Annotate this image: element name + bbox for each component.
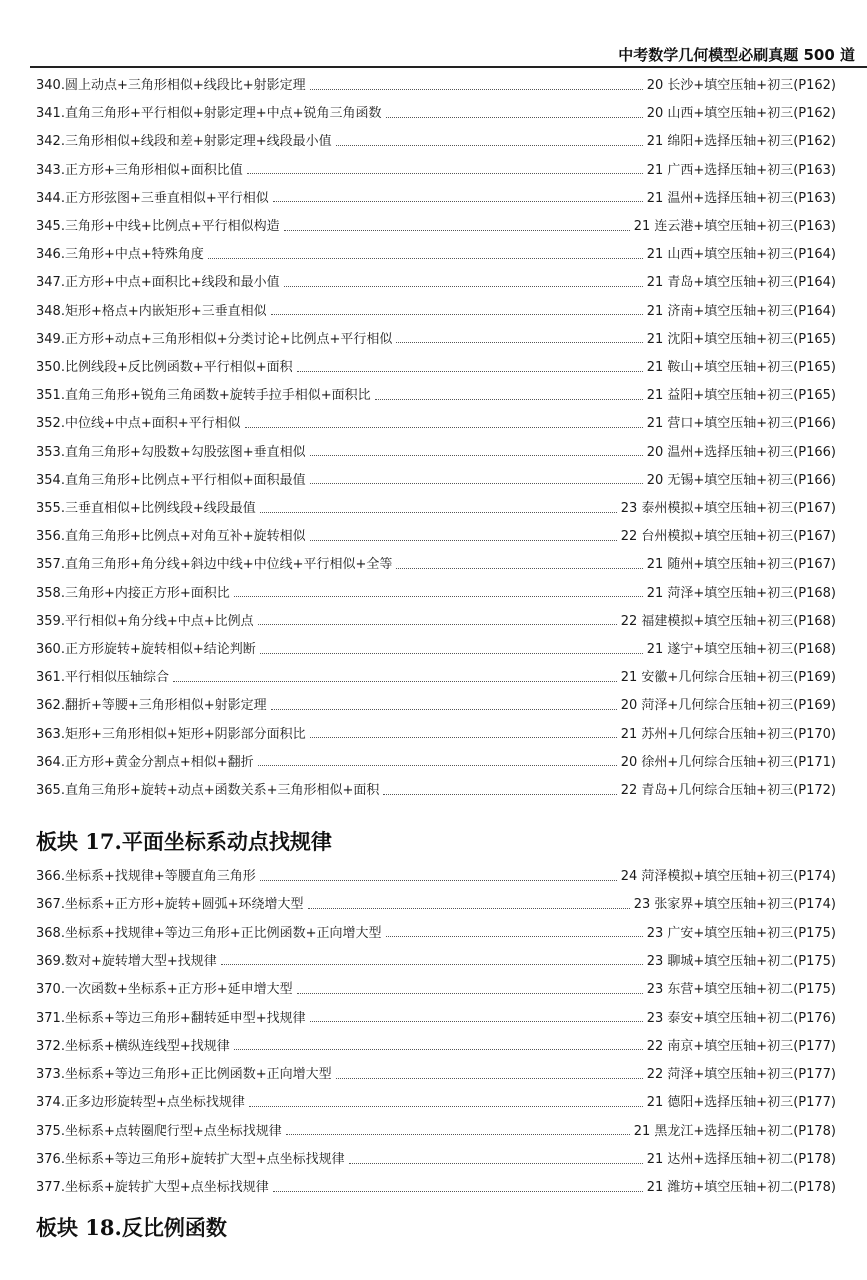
dot-leader: [310, 1021, 643, 1022]
toc-entry-title: 349.正方形+动点+三角形相似+分类讨论+比例点+平行相似: [36, 331, 393, 347]
toc-entry-title: 355.三垂直相似+比例线段+线段最值: [36, 501, 256, 516]
toc-entry-title: 343.正方形+三角形相似+面积比值: [36, 162, 243, 178]
toc-entry-title: 375.坐标系+点转圈爬行型+点坐标找规律: [36, 1123, 282, 1139]
header-rule: [30, 66, 867, 68]
toc-row: [36, 75, 836, 97]
dot-leader: [245, 427, 643, 428]
toc-entry-title: 361.平行相似压轴综合: [36, 670, 169, 686]
toc-row: [36, 780, 836, 802]
dot-leader: [249, 1106, 643, 1107]
toc-row: [36, 1036, 836, 1058]
toc-row: [36, 695, 836, 717]
toc-entry-title: 366.坐标系+找规律+等腰直角三角形: [36, 869, 256, 884]
toc-entry-title: 376.坐标系+等边三角形+旋转扩大型+点坐标找规律: [36, 1152, 345, 1167]
toc-row: [36, 526, 836, 548]
dot-leader: [221, 964, 643, 965]
toc-entry-ref: 21 潍坊+填空压轴+初二(P178): [646, 1180, 836, 1196]
toc-row: [36, 1149, 836, 1171]
toc-row: [36, 667, 836, 689]
toc-entry-ref: 21 随州+填空压轴+初三(P167): [646, 557, 836, 573]
dot-leader: [247, 173, 643, 174]
dot-leader: [258, 624, 617, 625]
toc-entry-title: 356.直角三角形+比例点+对角互补+旋转相似: [36, 529, 306, 545]
toc-entry-title: 340.圆上动点+三角形相似+线段比+射影定理: [36, 78, 306, 93]
toc-row: [36, 1092, 836, 1114]
section-heading-17: 板块 17.平面坐标系动点找规律: [36, 829, 332, 854]
toc-entry-ref: 22 青岛+几何综合压轴+初三(P172): [620, 783, 836, 798]
toc-entry-ref: 21 达州+选择压轴+初二(P178): [646, 1152, 836, 1167]
toc-entry-ref: 21 温州+选择压轴+初三(P163): [646, 190, 836, 206]
toc-row: [36, 329, 836, 351]
toc-row: [36, 385, 836, 407]
toc-entry-ref: 22 菏泽+填空压轴+初三(P177): [646, 1067, 836, 1083]
toc-entry-title: 341.直角三角形+平行相似+射影定理+中点+锐角三角函数: [36, 106, 382, 122]
toc-entry-ref: 20 菏泽+几何综合压轴+初三(P169): [620, 698, 836, 714]
toc-entry-ref: 21 广西+选择压轴+初三(P163): [646, 162, 836, 178]
toc-entry-ref: 21 菏泽+填空压轴+初三(P168): [646, 585, 836, 601]
toc-entry-title: 346.三角形+中点+特殊角度: [36, 247, 204, 263]
toc-row: [36, 979, 836, 1001]
toc-row: [36, 894, 836, 916]
toc-row: [36, 724, 836, 746]
toc-entry-ref: 21 济南+填空压轴+初三(P164): [646, 303, 836, 319]
toc-entry-title: 352.中位线+中点+面积+平行相似: [36, 416, 241, 432]
dot-leader: [173, 681, 617, 682]
toc-entry-ref: 21 绵阳+选择压轴+初三(P162): [646, 134, 836, 150]
toc-entry-title: 369.数对+旋转增大型+找规律: [36, 953, 217, 969]
toc-entry-title: 347.正方形+中点+面积比+线段和最小值: [36, 275, 280, 291]
toc-row: [36, 188, 836, 210]
toc-row: [36, 272, 836, 294]
dot-leader: [286, 1134, 630, 1135]
toc-entry-title: 360.正方形旋转+旋转相似+结论判断: [36, 642, 256, 657]
dot-leader: [386, 936, 643, 937]
toc-row: [36, 1064, 836, 1086]
dot-leader: [260, 653, 643, 654]
toc-entry-title: 371.坐标系+等边三角形+翻转延申型+找规律: [36, 1010, 306, 1026]
dot-leader: [396, 568, 642, 569]
toc-row: [36, 301, 836, 323]
toc-entry-title: 367.坐标系+正方形+旋转+圆弧+环绕增大型: [36, 897, 304, 913]
toc-entry-ref: 23 聊城+填空压轴+初二(P175): [646, 953, 836, 969]
toc-entry-title: 364.正方形+黄金分割点+相似+翻折: [36, 754, 254, 770]
toc-entry-ref: 23 泰州模拟+填空压轴+初三(P167): [620, 501, 836, 516]
dot-leader: [234, 1049, 643, 1050]
toc-entry-ref: 21 青岛+填空压轴+初三(P164): [646, 275, 836, 291]
toc-row: [36, 583, 836, 605]
toc-entry-ref: 20 温州+选择压轴+初三(P166): [646, 444, 836, 460]
dot-leader: [258, 765, 617, 766]
toc-entry-ref: 21 遂宁+填空压轴+初三(P168): [646, 642, 836, 657]
dot-leader: [234, 596, 643, 597]
toc-row: [36, 103, 836, 125]
toc-entry-ref: 21 安徽+几何综合压轴+初三(P169): [620, 670, 836, 686]
dot-leader: [310, 540, 617, 541]
toc-entry-title: 365.直角三角形+旋转+动点+函数关系+三角形相似+面积: [36, 783, 380, 798]
toc-row: [36, 470, 836, 492]
toc-entry-ref: 22 台州模拟+填空压轴+初三(P167): [620, 529, 836, 545]
toc-row: [36, 951, 836, 973]
toc-entry-ref: 21 德阳+选择压轴+初三(P177): [646, 1095, 836, 1111]
dot-leader: [271, 314, 643, 315]
dot-leader: [310, 89, 643, 90]
toc-row: [36, 1121, 836, 1143]
toc-entry-ref: 22 南京+填空压轴+初三(P177): [646, 1038, 836, 1054]
toc-row: [36, 498, 836, 520]
dot-leader: [310, 483, 643, 484]
toc-entry-ref: 21 营口+填空压轴+初三(P166): [646, 416, 836, 432]
dot-leader: [284, 230, 630, 231]
dot-leader: [260, 880, 617, 881]
toc-entry-title: 377.坐标系+旋转扩大型+点坐标找规律: [36, 1180, 269, 1196]
toc-entry-ref: 23 张家界+填空压轴+初三(P174): [633, 897, 836, 913]
toc-row: [36, 131, 836, 153]
toc-entry-title: 357.直角三角形+角分线+斜边中线+中位线+平行相似+全等: [36, 557, 393, 573]
toc-entry-ref: 21 沈阳+填空压轴+初三(P165): [646, 331, 836, 347]
dot-leader: [349, 1163, 643, 1164]
toc-entry-title: 345.三角形+中线+比例点+平行相似构造: [36, 219, 280, 234]
toc-entry-ref: 20 徐州+几何综合压轴+初三(P171): [620, 754, 836, 770]
toc-row: [36, 639, 836, 661]
toc-row: [36, 357, 836, 379]
dot-leader: [383, 794, 616, 795]
toc-entry-title: 370.一次函数+坐标系+正方形+延申增大型: [36, 982, 293, 998]
toc-entry-title: 373.坐标系+等边三角形+正比例函数+正向增大型: [36, 1067, 332, 1083]
toc-entry-title: 344.正方形弦图+三垂直相似+平行相似: [36, 190, 269, 206]
section-heading-18: 板块 18.反比例函数: [36, 1215, 227, 1240]
dot-leader: [386, 117, 643, 118]
toc-row: [36, 216, 836, 238]
toc-entry-title: 374.正多边形旋转型+点坐标找规律: [36, 1095, 245, 1111]
dot-leader: [271, 709, 617, 710]
toc-entry-ref: 21 苏州+几何综合压轴+初三(P170): [620, 726, 836, 742]
toc-entry-title: 372.坐标系+横纵连线型+找规律: [36, 1038, 230, 1054]
toc-entry-ref: 21 黑龙江+选择压轴+初二(P178): [633, 1123, 836, 1139]
toc-entry-ref: 20 长沙+填空压轴+初三(P162): [646, 78, 836, 93]
toc-entry-title: 348.矩形+格点+内嵌矩形+三垂直相似: [36, 303, 267, 319]
page-header: [0, 0, 867, 68]
toc-row: [36, 1177, 836, 1199]
dot-leader: [336, 1078, 643, 1079]
dot-leader: [273, 1191, 643, 1192]
dot-leader: [310, 737, 617, 738]
toc-row: [36, 923, 836, 945]
toc-row: [36, 413, 836, 435]
dot-leader: [208, 258, 643, 259]
toc-entry-title: 353.直角三角形+勾股数+勾股弦图+垂直相似: [36, 444, 306, 460]
toc-entry-ref: 22 福建模拟+填空压轴+初三(P168): [620, 613, 836, 629]
toc-entry-ref: 20 山西+填空压轴+初三(P162): [646, 106, 836, 122]
dot-leader: [284, 286, 643, 287]
toc-entry-ref: 23 广安+填空压轴+初三(P175): [646, 925, 836, 941]
toc-entry-title: 362.翻折+等腰+三角形相似+射影定理: [36, 698, 267, 714]
toc-row: [36, 1008, 836, 1030]
toc-entry-title: 363.矩形+三角形相似+矩形+阴影部分面积比: [36, 726, 306, 742]
dot-leader: [336, 145, 643, 146]
dot-leader: [375, 399, 643, 400]
toc-entry-ref: 21 山西+填空压轴+初三(P164): [646, 247, 836, 263]
toc-row: [36, 244, 836, 266]
toc-entry-ref: 21 益阳+填空压轴+初三(P165): [646, 388, 836, 404]
toc-entry-ref: 21 鞍山+填空压轴+初三(P165): [646, 360, 836, 375]
toc-entry-title: 368.坐标系+找规律+等边三角形+正比例函数+正向增大型: [36, 925, 382, 941]
toc-row: [36, 554, 836, 576]
dot-leader: [310, 455, 643, 456]
toc-entry-title: 350.比例线段+反比例函数+平行相似+面积: [36, 360, 293, 375]
toc-entry-ref: 23 泰安+填空压轴+初二(P176): [646, 1010, 836, 1026]
toc-entry-ref: 24 菏泽模拟+填空压轴+初三(P174): [620, 869, 836, 884]
toc-entry-title: 358.三角形+内接正方形+面积比: [36, 585, 230, 601]
toc-entry-title: 342.三角形相似+线段和差+射影定理+线段最小值: [36, 134, 332, 150]
header-title: 中考数学几何模型必刷真题 500 道: [618, 46, 855, 64]
toc-entry-ref: 20 无锡+填空压轴+初三(P166): [646, 472, 836, 488]
dot-leader: [297, 371, 643, 372]
toc-entry-ref: 23 东营+填空压轴+初二(P175): [646, 982, 836, 998]
dot-leader: [297, 993, 643, 994]
toc-row: [36, 160, 836, 182]
toc-row: [36, 442, 836, 464]
toc-entry-ref: 21 连云港+填空压轴+初三(P163): [633, 219, 836, 234]
toc-row: [36, 752, 836, 774]
toc-row: [36, 866, 836, 888]
dot-leader: [260, 512, 617, 513]
toc-row: [36, 611, 836, 633]
dot-leader: [308, 908, 630, 909]
toc-entry-title: 359.平行相似+角分线+中点+比例点: [36, 613, 254, 629]
dot-leader: [396, 342, 642, 343]
dot-leader: [273, 201, 643, 202]
toc-entry-title: 351.直角三角形+锐角三角函数+旋转手拉手相似+面积比: [36, 388, 371, 404]
toc-entry-title: 354.直角三角形+比例点+平行相似+面积最值: [36, 472, 306, 488]
